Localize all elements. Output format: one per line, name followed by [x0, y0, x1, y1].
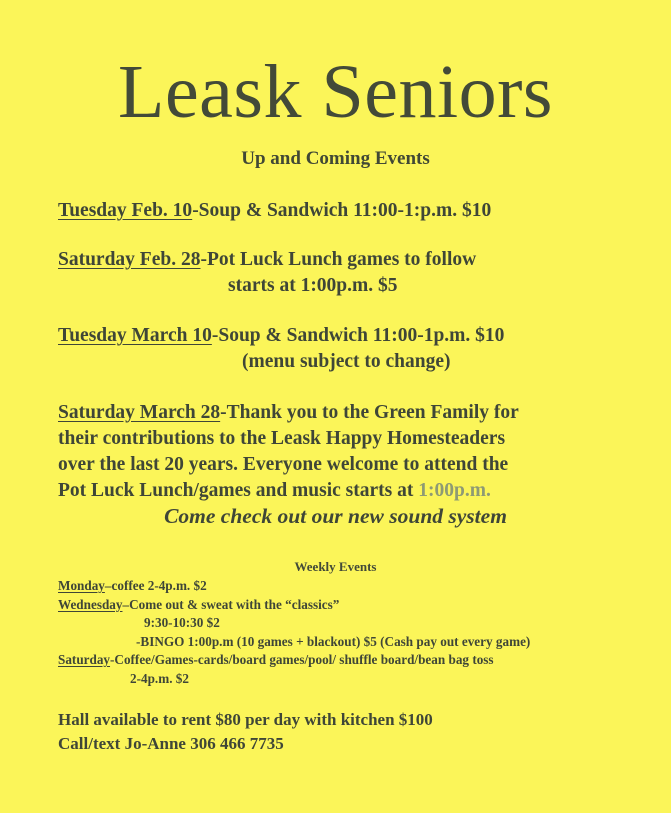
event-text: -Soup & Sandwich 11:00-1p.m. $10: [211, 325, 505, 346]
event-line-text: Pot Luck Lunch/games and music starts at: [58, 480, 419, 501]
event-day: Saturday Feb. 28: [58, 249, 201, 270]
weekly-text: –coffee 2-4p.m. $2: [104, 578, 207, 593]
hall-rental-text: Hall available to rent $80 per day with kitchen $100: [58, 710, 433, 729]
event-saturday-feb-28: [58, 247, 476, 299]
event-text: -Soup & Sandwich 11:00-1:p.m. $10: [192, 200, 492, 221]
weekly-text: -Coffee/Games-cards/board games/pool/ shuffle board/bean bag toss: [110, 652, 494, 667]
event-tuesday-feb-10: [58, 198, 491, 224]
weekly-events-list: [58, 577, 530, 688]
event-text: -Thank you to the Green Family for: [220, 402, 519, 423]
event-day: Saturday March 28: [58, 402, 221, 423]
weekly-day: Saturday: [58, 652, 111, 667]
event-day: Tuesday Feb. 10: [58, 200, 193, 221]
weekly-item-saturday-time: 2-4p.m. $2: [130, 670, 189, 686]
page-title: Leask Seniors: [118, 50, 553, 134]
event-continuation: (menu subject to change): [242, 351, 451, 372]
event-saturday-march-28: [58, 400, 519, 504]
weekly-events-heading: Weekly Events: [294, 559, 377, 574]
event-tuesday-march-10: [58, 323, 504, 375]
event-line: [58, 478, 519, 504]
weekly-item-wednesday: [58, 596, 530, 615]
event-text: -Pot Luck Lunch games to follow: [200, 249, 477, 270]
event-continuation: starts at 1:00p.m. $5: [228, 275, 398, 296]
contact-text: Call/text Jo-Anne 306 466 7735: [58, 734, 284, 753]
weekly-day: Monday: [58, 578, 105, 593]
page-subtitle: Up and Coming Events: [241, 148, 430, 169]
event-day: Tuesday March 10: [58, 325, 212, 346]
event-line: over the last 20 years. Everyone welcome to attend the: [58, 454, 509, 475]
weekly-text: –Come out & sweat with the “classics”: [122, 596, 340, 612]
weekly-item-saturday: [58, 651, 530, 670]
promo-text: Come check out our new sound system: [164, 504, 507, 528]
weekly-day: Wednesday: [58, 596, 123, 612]
event-time: 1:00p.m.: [418, 480, 491, 501]
weekly-item-monday: [58, 577, 530, 596]
weekly-item-bingo: -BINGO 1:00p.m (10 games + blackout) $5 (Cash pay out every game): [136, 633, 531, 649]
footer-info: [58, 708, 433, 756]
weekly-item-wednesday-time: 9:30-10:30 $2: [144, 615, 220, 630]
event-line: their contributions to the Leask Happy Homesteaders: [58, 428, 506, 449]
